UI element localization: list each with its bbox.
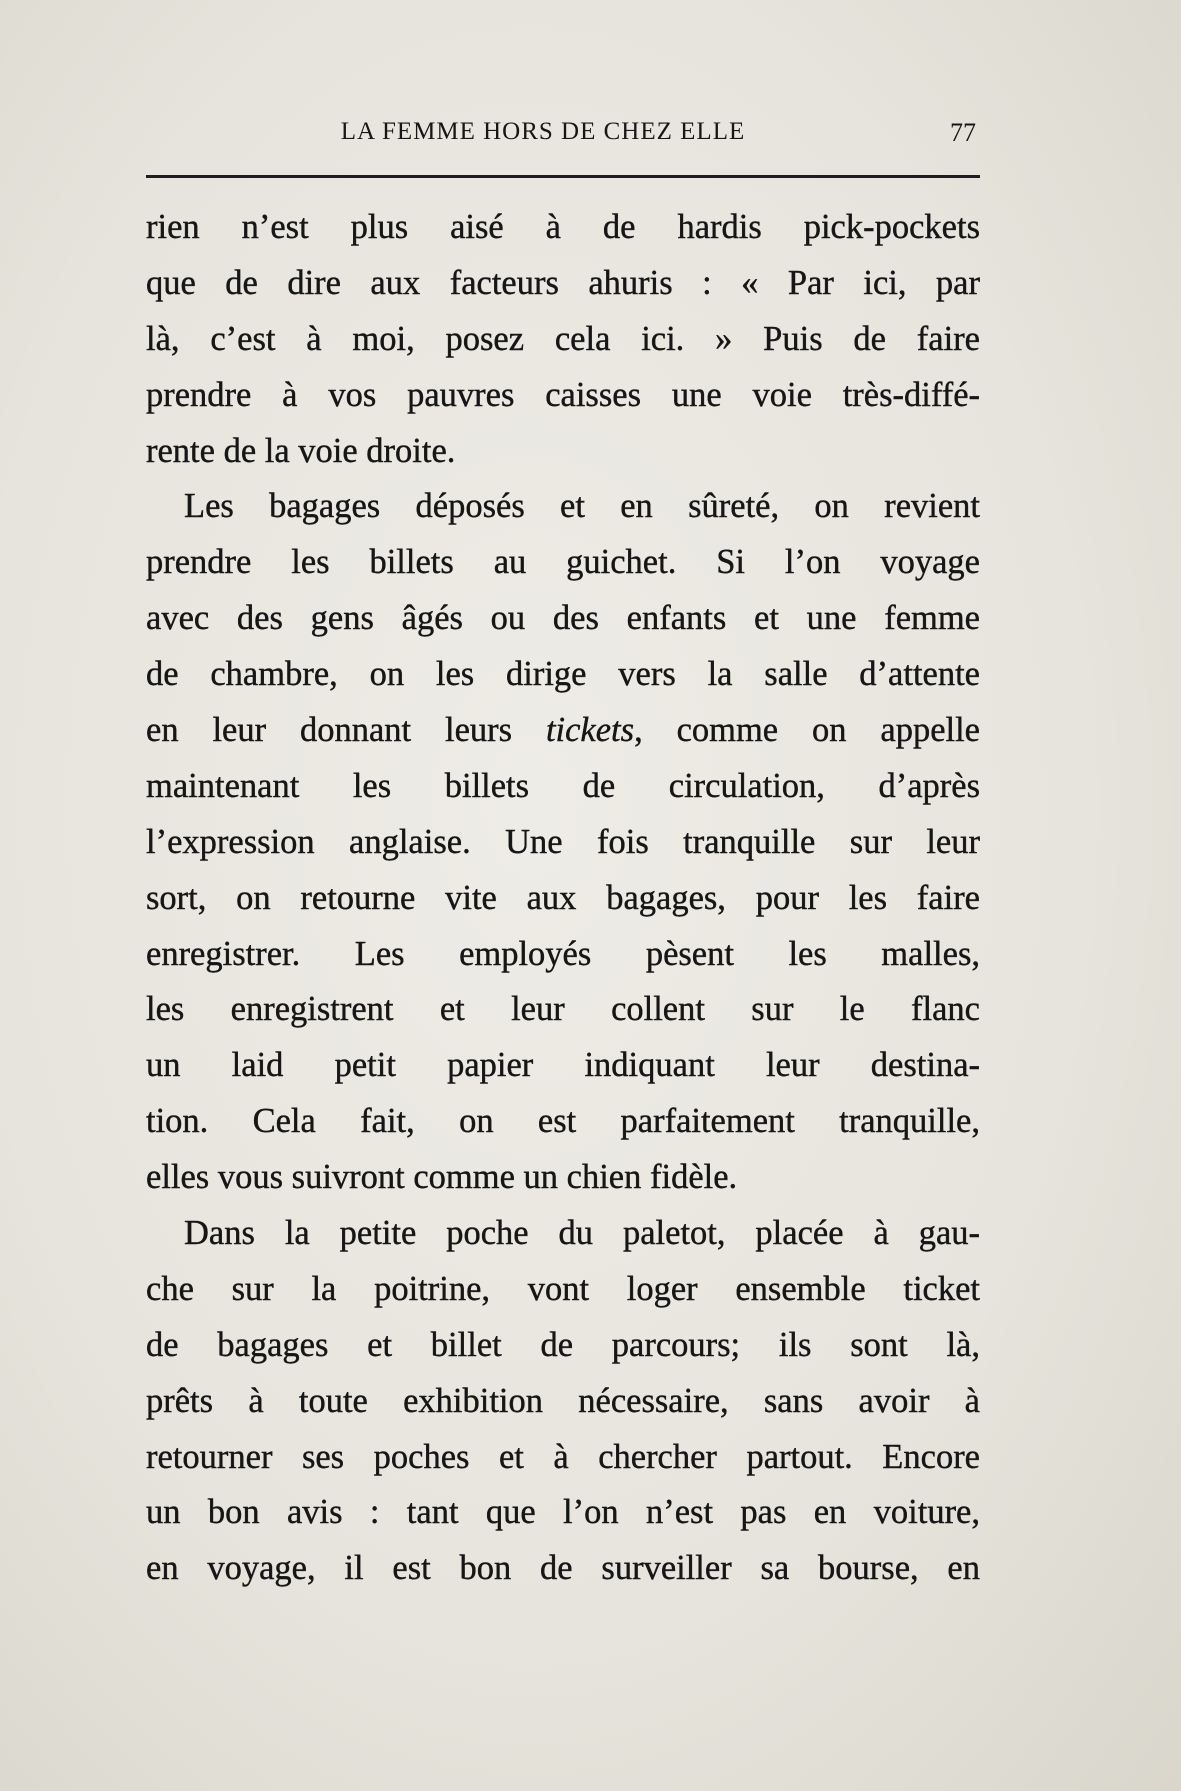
text-line: en voyage, il est bon de surveiller sa bourse, en — [146, 1549, 980, 1588]
running-title: LA FEMME HORS DE CHEZ ELLE — [340, 118, 746, 145]
text-line: un laid petit papier indiquant leur destina- — [146, 1046, 980, 1085]
page-header — [146, 112, 980, 152]
text-line: que de dire aux facteurs ahuris : « Par ici, par — [146, 263, 980, 302]
text-line: rente de la voie droite. — [146, 431, 456, 470]
text-line: les enregistrent et leur collent sur le flanc — [146, 990, 980, 1029]
text-line: de bagages et billet de parcours; ils sont là, — [146, 1325, 980, 1364]
text-line: maintenant les billets de circulation, d’après — [146, 766, 980, 805]
text-segment: en leur donnant leurs — [146, 711, 546, 750]
text-line: sort, on retourne vite aux bagages, pour les faire — [146, 878, 980, 917]
page-number: 77 — [950, 118, 976, 147]
italic-word: tickets — [545, 711, 635, 750]
text-line: retourner ses poches et à chercher partout. Encore — [146, 1437, 980, 1476]
text-line: prêts à toute exhibition nécessaire, sans avoir à — [146, 1381, 980, 1420]
text-line: elles vous suivront comme un chien fidèle. — [146, 1158, 738, 1197]
text-line: avec des gens âgés ou des enfants et une femme — [146, 599, 980, 638]
body-text — [146, 200, 980, 1597]
text-line — [146, 703, 980, 759]
text-line: un bon avis : tant que l’on n’est pas en voiture, — [146, 1493, 980, 1532]
text-line: enregistrer. Les employés pèsent les malles, — [146, 934, 980, 973]
text-line: de chambre, on les dirige vers la salle d’attente — [146, 655, 980, 694]
text-line: prendre les billets au guichet. Si l’on voyage — [146, 543, 980, 582]
text-line: là, c’est à moi, posez cela ici. » Puis de faire — [146, 319, 980, 358]
text-line: Les bagages déposés et en sûreté, on revient — [184, 487, 980, 526]
text-line: tion. Cela fait, on est parfaitement tranquille, — [146, 1102, 980, 1141]
text-line: rien n’est plus aisé à de hardis pick-pockets — [146, 208, 980, 246]
text-line: che sur la poitrine, vont loger ensemble ticket — [146, 1269, 980, 1308]
text-line: prendre à vos pauvres caisses une voie très-diffé- — [146, 375, 980, 414]
text-line: Dans la petite poche du paletot, placée à gau- — [184, 1214, 980, 1253]
text-line: l’expression anglaise. Une fois tranquille sur leur — [146, 822, 980, 861]
text-segment: , comme on appelle — [634, 711, 980, 750]
header-rule — [146, 175, 980, 178]
